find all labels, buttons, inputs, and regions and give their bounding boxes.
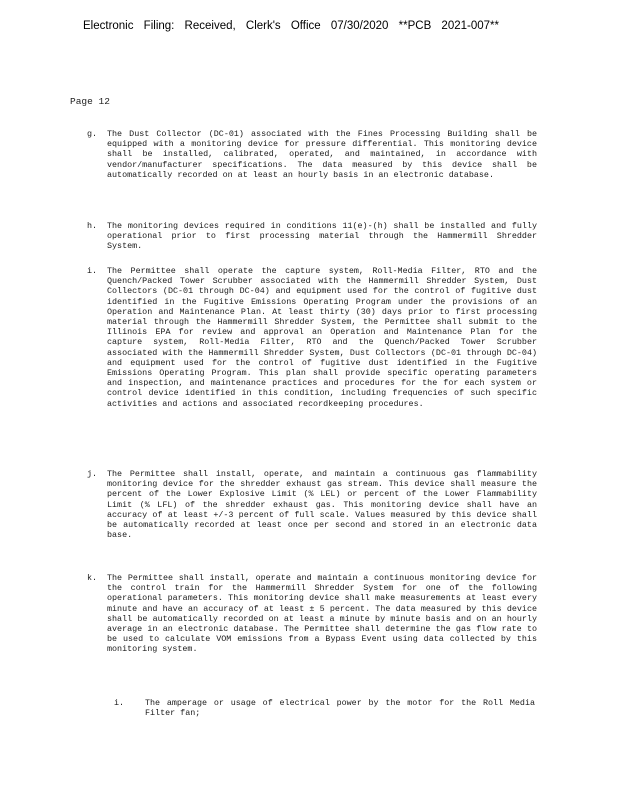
subcondition-text: The amperage or usage of electrical power by the motor for the Roll Media Filter fan; (145, 698, 535, 719)
subcondition-number: i. (114, 698, 125, 708)
page-number: Page 12 (70, 96, 110, 107)
condition-letter: h. (87, 221, 98, 231)
condition-text: The Dust Collector (DC-01) associated with the Fines Processing Building shall be equipped with a monitoring device for pressure differential. This monitoring device shall be installed, calibrated, operated, and maintained, in accordance with vendor/manufacturer specifications. The data measured by this device shall be automatically recorded on at least an hourly basis in an electronic database. (107, 129, 537, 180)
condition-letter: i. (87, 266, 98, 276)
condition-text: The Permittee shall operate the capture system, Roll-Media Filter, RTO and the Quench/Packed Tower Scrubber associated with the Hammermill Shredder System, Dust Collectors (DC-01 through DC-04) and equipment used for the control of fugitive dust identified in the Fugitive Emissions Operating Program under the provisions of an Operation and Maintenance Plan. At least thirty (30) days prior to first processing material through the Hammermill Shredder System, the Permittee shall submit to the Illinois EPA for review and approval an Operation and Maintenance Plan for the capture system, Roll-Media Filter, RTO and the Quench/Packed Tower Scrubber associated with the Hammermill Shredder System, Dust Collectors (DC-01 through DC-04) and equipment used for the control of fugitive dust identified in the Fugitive Emissions Operating Program. This plan shall provide specific operating parameters and inspection, and maintenance practices and procedures for the for each system or control device identified in this condition, including frequencies of such specific activities and actions and associated recordkeeping procedures. (107, 266, 537, 409)
condition-text: The Permittee shall install, operate, and maintain a continuous gas flammability monitoring device for the shredder exhaust gas stream. This device shall measure the percent of the Lower Explosive Limit (% LEL) or percent of the Lower Flammability Limit (% LFL) of the shredder exhaust gas. This monitoring device shall have an accuracy of at least +/-3 percent of full scale. Values measured by this device shall be automatically recorded at least once per second and stored in an electronic data base. (107, 469, 537, 541)
condition-letter: k. (87, 573, 98, 583)
condition-text: The Permittee shall install, operate and maintain a continuous monitoring device for the control train for the Hammermill Shredder System for one of the following operational parameters. This monitoring device shall make measurements at least every minute and have an accuracy of at least ± 5 percent. The data measured by this device shall be automatically recorded on at least a minute by minute basis and on an hourly average in an electronic database. The Permittee shall determine the gas flow rate to be used to calculate VOM emissions from a Bypass Event using data collected by this monitoring system. (107, 573, 537, 655)
condition-letter: j. (87, 469, 98, 479)
condition-letter: g. (87, 129, 98, 139)
condition-text: The monitoring devices required in conditions 11(e)-(h) shall be installed and fully operational prior to first processing material through the Hammermill Shredder System. (107, 221, 537, 252)
filing-header: Electronic Filing: Received, Clerk's Office 07/30/2020 **PCB 2021-007** (83, 20, 499, 32)
